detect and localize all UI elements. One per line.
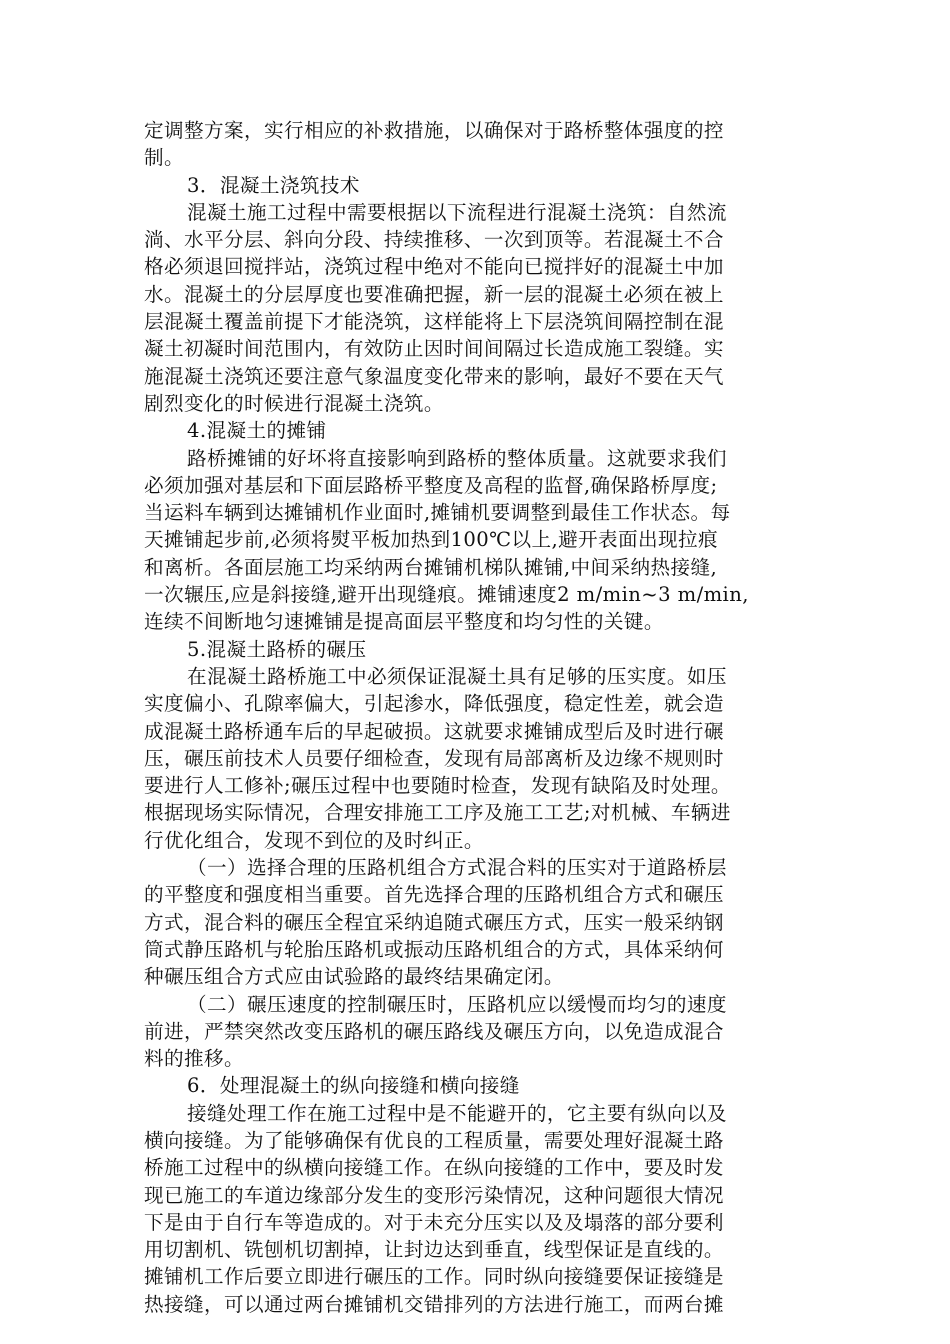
- document-page: [144, 117, 804, 1318]
- section-heading: 5.混凝土路桥的碾压: [187, 637, 367, 661]
- text-line: 连续不间断地匀速摊铺是提高面层平整度和均匀性的关键。: [144, 610, 664, 634]
- text-line: 一次辗压,应是斜接缝,避开出现缝痕。摊铺速度2 m/min~3 m/min,: [144, 583, 749, 607]
- text-line: 淌、水平分层、斜向分段、持续推移、一次到顶等。若混凝土不合: [144, 228, 724, 252]
- text-line: 热接缝，可以通过两台摊铺机交错排列的方法进行施工，而两台摊: [144, 1292, 724, 1316]
- text-line: 凝土初凝时间范围内，有效防止因时间间隔过长造成施工裂缝。实: [144, 337, 724, 361]
- text-line: 实度偏小、孔隙率偏大，引起渗水，降低强度，稳定性差，就会造: [144, 692, 724, 716]
- text-line: 种碾压组合方式应由试验路的最终结果确定闭。: [144, 965, 564, 989]
- text-line: 层混凝土覆盖前提下才能浇筑，这样能将上下层浇筑间隔控制在混: [144, 310, 724, 334]
- section-heading: 4.混凝土的摊铺: [187, 419, 327, 443]
- text-line: 前进，严禁突然改变压路机的碾压路线及碾压方向，以免造成混合: [144, 1019, 724, 1043]
- text-line: 方式，混合料的碾压全程宜采纳追随式碾压方式，压实一般采纳钢: [144, 910, 724, 934]
- text-line: 剧烈变化的时候进行混凝土浇筑。: [144, 391, 444, 415]
- paragraph-first-line: 混凝土施工过程中需要根据以下流程进行混凝土浇筑：自然流: [187, 200, 727, 224]
- section-heading: 3．混凝土浇筑技术: [187, 173, 360, 197]
- paragraph-first-line: （一）选择合理的压路机组合方式混合料的压实对于道路桥层: [187, 856, 727, 880]
- text-line: 要进行人工修补;碾压过程中也要随时检查，发现有缺陷及时处理。: [144, 774, 731, 798]
- text-line: 根据现场实际情况，合理安排施工工序及施工工艺;对机械、车辆进: [144, 801, 731, 825]
- text-line: 现已施工的车道边缘部分发生的变形污染情况，这种问题很大情况: [144, 1183, 724, 1207]
- text-line: 下是由于自行车等造成的。对于未充分压实以及及塌落的部分要利: [144, 1210, 724, 1234]
- section-heading: 6．处理混凝土的纵向接缝和横向接缝: [187, 1074, 520, 1098]
- text-line: 和离析。各面层施工均采纳两台摊铺机梯队摊铺,中间采纳热接缝,: [144, 555, 718, 579]
- text-line: 定调整方案，实行相应的补救措施，以确保对于路桥整体强度的控: [144, 119, 724, 142]
- paragraph-first-line: 路桥摊铺的好坏将直接影响到路桥的整体质量。这就要求我们: [187, 446, 727, 470]
- text-line: 横向接缝。为了能够确保有优良的工程质量，需要处理好混凝土路: [144, 1128, 724, 1152]
- text-line: 必须加强对基层和下面层路桥平整度及高程的监督,确保路桥厚度;: [144, 473, 718, 497]
- text-line: 的平整度和强度相当重要。首先选择合理的压路机组合方式和碾压: [144, 883, 724, 907]
- text-line: 施混凝土浇筑还要注意气象温度变化带来的影响，最好不要在天气: [144, 364, 724, 388]
- text-line: 料的推移。: [144, 1047, 244, 1071]
- text-line: 筒式静压路机与轮胎压路机或振动压路机组合的方式，具体采纳何: [144, 937, 724, 961]
- text-line: 摊铺机工作后要立即进行碾压的工作。同时纵向接缝要保证接缝是: [144, 1265, 724, 1289]
- paragraph-first-line: 接缝处理工作在施工过程中是不能避开的，它主要有纵向以及: [187, 1101, 727, 1125]
- text-line: 水。混凝土的分层厚度也要准确把握，新一层的混凝土必须在被上: [144, 282, 724, 306]
- text-line: 成混凝土路桥通车后的早起破损。这就要求摊铺成型后及时进行碾: [144, 719, 724, 743]
- text-line: 行优化组合，发现不到位的及时纠正。: [144, 828, 484, 852]
- text-line: 当运料车辆到达摊铺机作业面时,摊铺机要调整到最佳工作状态。每: [144, 501, 731, 525]
- paragraph-first-line: 在混凝土路桥施工中必须保证混凝土具有足够的压实度。如压: [187, 664, 727, 688]
- text-line: 用切割机、铣刨机切割掉，让封边达到垂直，线型保证是直线的。: [144, 1238, 724, 1262]
- paragraph-first-line: （二）碾压速度的控制碾压时，压路机应以缓慢而均匀的速度: [187, 992, 727, 1016]
- text-line: 桥施工过程中的纵横向接缝工作。在纵向接缝的工作中，要及时发: [144, 1156, 724, 1180]
- text-line: 格必须退回搅拌站，浇筑过程中绝对不能向已搅拌好的混凝土中加: [144, 255, 724, 279]
- text-line: 制。: [144, 146, 184, 170]
- text-line: 天摊铺起步前,必须将熨平板加热到100℃以上,避开表面出现拉痕: [144, 528, 719, 552]
- text-line: 压，碾压前技术人员要仔细检查，发现有局部离析及边缘不规则时: [144, 746, 724, 770]
